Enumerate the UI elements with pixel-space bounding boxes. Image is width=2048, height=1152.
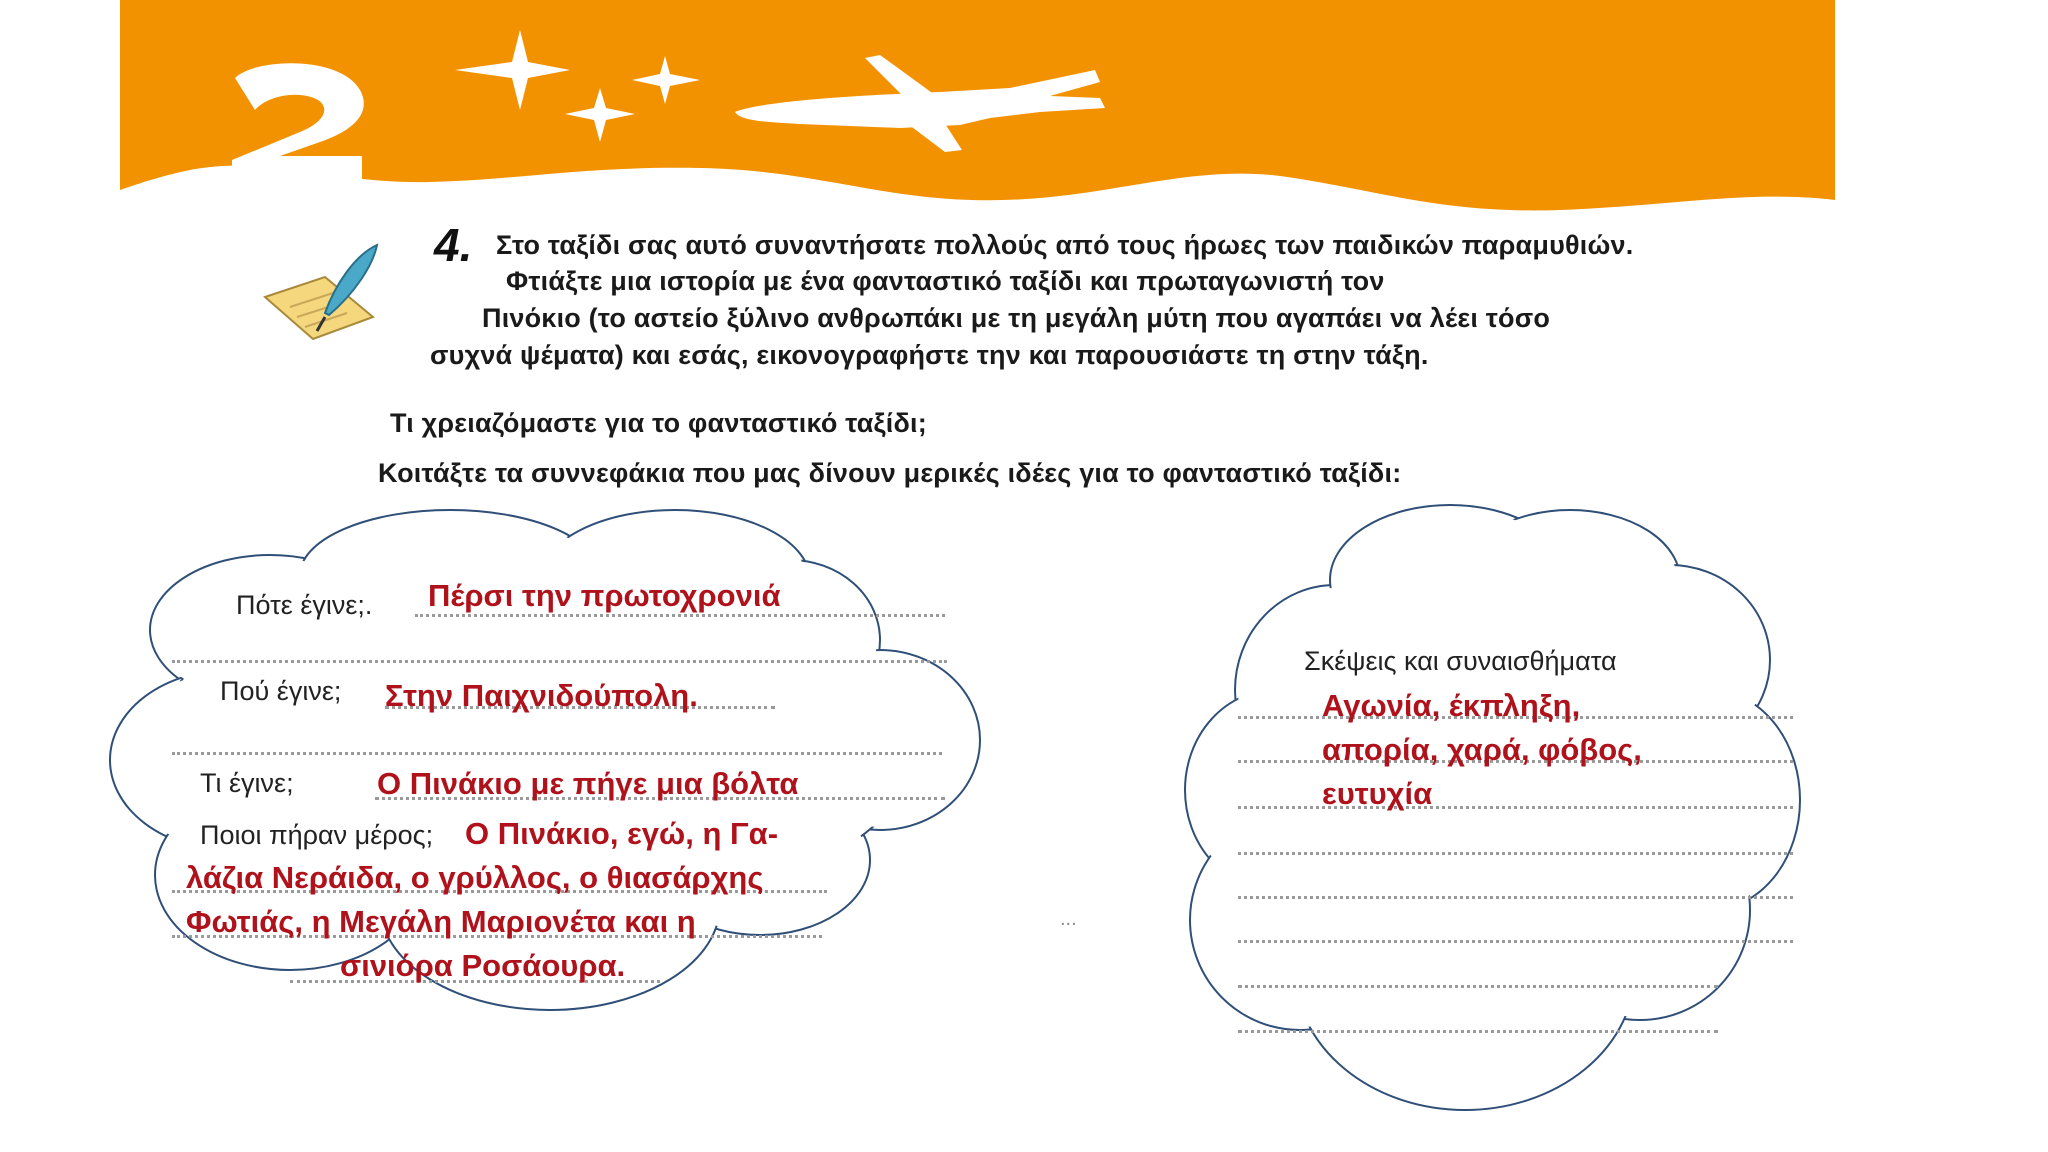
- answer-line: [1238, 940, 1793, 943]
- quill-pen-icon: [255, 235, 385, 345]
- answer-when: Πέρσι την πρωτοχρονιά: [428, 578, 781, 613]
- answer-who-line-2: λάζια Νεράιδα, ο γρύλλος, ο θιασάρχης: [186, 860, 764, 895]
- answer-line: [172, 660, 947, 663]
- answer-where: Στην Παιχνιδούπολη.: [385, 678, 698, 713]
- answer-line: [1238, 896, 1793, 899]
- question-when: Πότε έγινε;.: [236, 590, 373, 620]
- answer-line: [1238, 852, 1793, 855]
- question-look-at-clouds: Κοιτάξτε τα συννεφάκια που μας δίνουν μερικές ιδέες για το φανταστικό ταξίδι:: [378, 458, 1402, 488]
- answer-line: [1238, 1030, 1718, 1033]
- answer-who-line-1: Ο Πινάκιο, εγώ, η Γα-: [465, 816, 779, 851]
- task-number: 4.: [434, 219, 473, 271]
- instruction-line-2: Φτιάξτε μια ιστορία με ένα φανταστικό ταξίδι και πρωταγωνιστή τον: [506, 266, 1385, 296]
- thoughts-feelings-title: Σκέψεις και συναισθήματα: [1304, 646, 1617, 676]
- feelings-line-1: Αγωνία, έκπληξη,: [1322, 688, 1581, 723]
- answer-what: Ο Πινάκιο με πήγε μια βόλτα: [377, 766, 799, 801]
- instruction-line-1: Στο ταξίδι σας αυτό συναντήσατε πολλούς από τους ήρωες των παιδικών παραμυθιών.: [496, 230, 1634, 260]
- instruction-line-3: Πινόκιο (το αστείο ξύλινο ανθρωπάκι με τη μεγάλη μύτη που αγαπάει να λέει τόσο: [482, 303, 1551, 333]
- question-what-we-need: Τι χρειαζόμαστε για το φανταστικό ταξίδι;: [390, 408, 927, 438]
- answer-line: [1238, 985, 1718, 988]
- question-who: Ποιοι πήραν μέρος;: [200, 820, 434, 850]
- answer-who-line-4: σινιόρα Ροσάουρα.: [340, 948, 626, 983]
- instruction-line-4: συχνά ψέματα) και εσάς, εικονογραφήστε την και παρουσιάστε τη στην τάξη.: [430, 340, 1429, 370]
- question-what: Τι έγινε;: [200, 768, 294, 798]
- question-where: Πού έγινε;: [220, 676, 342, 706]
- right-cloud: [1150, 500, 1850, 1120]
- answer-who-line-3: Φωτιάς, η Μεγάλη Μαριονέτα και η: [186, 904, 696, 939]
- answer-line: [415, 614, 945, 617]
- answer-line: [172, 752, 942, 755]
- feelings-line-2: απορία, χαρά, φόβος,: [1322, 732, 1642, 767]
- header-banner: [0, 0, 2048, 230]
- stray-dots: ...: [1060, 908, 1077, 930]
- feelings-line-3: ευτυχία: [1322, 776, 1433, 811]
